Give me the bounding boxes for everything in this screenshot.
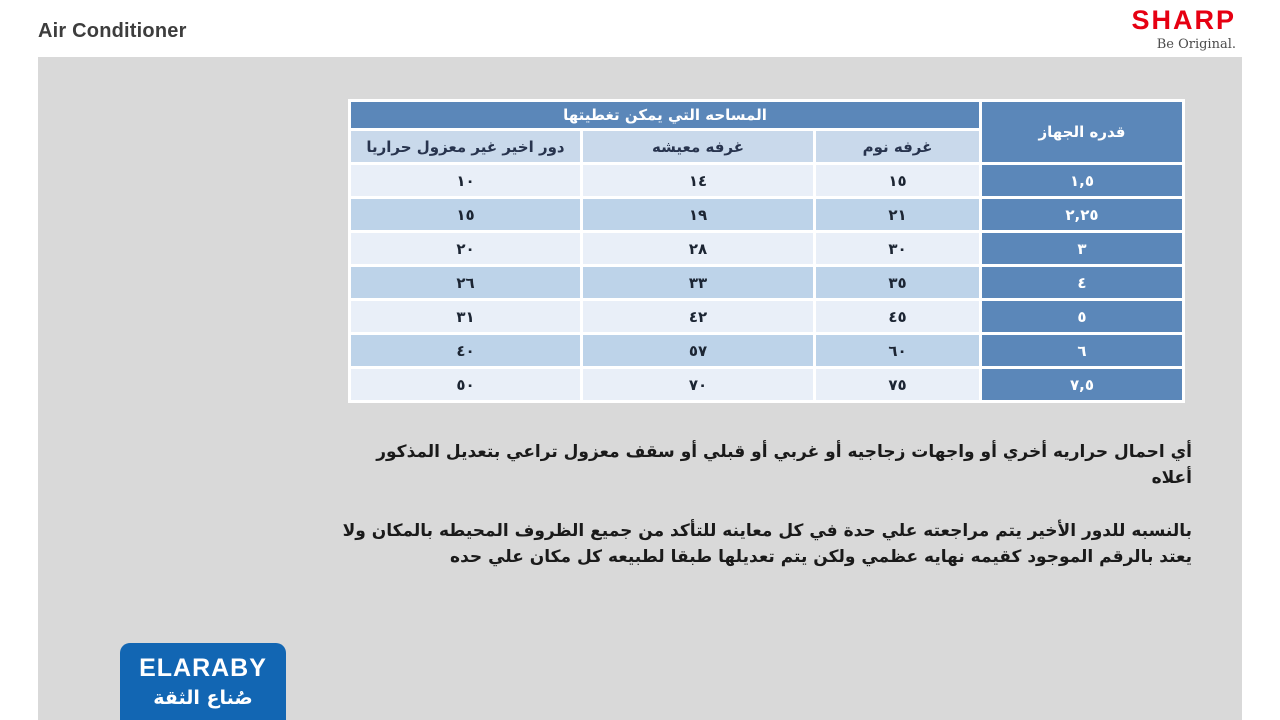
table-header-row-1 [350,101,1184,130]
living-cell: ١٤ [582,164,815,198]
table-row [350,368,1184,402]
table-row [350,164,1184,198]
sharp-logo [1131,7,1236,52]
table-row [350,300,1184,334]
top-floor-cell: ١٥ [350,198,582,232]
note-thermal-loads: أي احمال حراريه أخري أو واجهات زجاجيه أو غربي أو قبلي أو سقف معزول تراعي بتعديل المذكور أعلاه [376,442,1192,489]
living-cell: ٣٣ [582,266,815,300]
note-top-floor: بالنسبه للدور الأخير يتم مراجعته علي حدة في كل معاينه للتأكد من جميع الظروف المحيطه بالمكان ولا يعتد بالرقم الموجود كقيمه نهايه عظمي ولكن يتم تعديلها طبقا لطبيعه كل مكان علي حده [342,520,1192,568]
bedroom-cell: ٣٠ [815,232,981,266]
top-floor-cell: ٤٠ [350,334,582,368]
elaraby-logo [120,643,286,720]
capacity-cell: ٣ [981,232,1184,266]
table-row [350,198,1184,232]
capacity-cell: ٥ [981,300,1184,334]
living-cell: ٤٢ [582,300,815,334]
top-floor-cell: ٢٠ [350,232,582,266]
bedroom-cell: ٧٥ [815,368,981,402]
living-cell: ٧٠ [582,368,815,402]
table-row [350,334,1184,368]
content-panel [38,57,1242,720]
bedroom-cell: ٢١ [815,198,981,232]
capacity-cell: ١,٥ [981,164,1184,198]
bedroom-cell: ٦٠ [815,334,981,368]
top-floor-cell: ٣١ [350,300,582,334]
coverage-table [348,99,1185,403]
elaraby-wordmark: ELARABY [139,654,267,682]
page-title: Air Conditioner [38,20,187,42]
sharp-tagline: Be Original. [1156,37,1236,52]
living-cell: ١٩ [582,198,815,232]
living-cell: ٢٨ [582,232,815,266]
notes-section [340,439,1192,596]
capacity-cell: ٢,٢٥ [981,198,1184,232]
bedroom-cell: ١٥ [815,164,981,198]
sharp-wordmark: SHARP [1131,5,1236,35]
capacity-cell: ٧,٥ [981,368,1184,402]
capacity-cell: ٦ [981,334,1184,368]
top-bar [0,0,1280,57]
top-floor-cell: ٥٠ [350,368,582,402]
top-floor-cell: ١٠ [350,164,582,198]
bedroom-cell: ٣٥ [815,266,981,300]
table-row [350,266,1184,300]
capacity-cell: ٤ [981,266,1184,300]
elaraby-tagline: صُناع الثقة [153,687,253,709]
top-floor-column-header: دور اخير غير معزول حراريا [350,130,582,164]
top-floor-cell: ٢٦ [350,266,582,300]
bedroom-cell: ٤٥ [815,300,981,334]
capacity-column-header: قدره الجهاز [981,101,1184,164]
living-cell: ٥٧ [582,334,815,368]
coverage-column-header: المساحه التي يمكن تغطيتها [350,101,981,130]
living-room-column-header: غرفه معيشه [582,130,815,164]
table-row [350,232,1184,266]
bedroom-column-header: غرفه نوم [815,130,981,164]
